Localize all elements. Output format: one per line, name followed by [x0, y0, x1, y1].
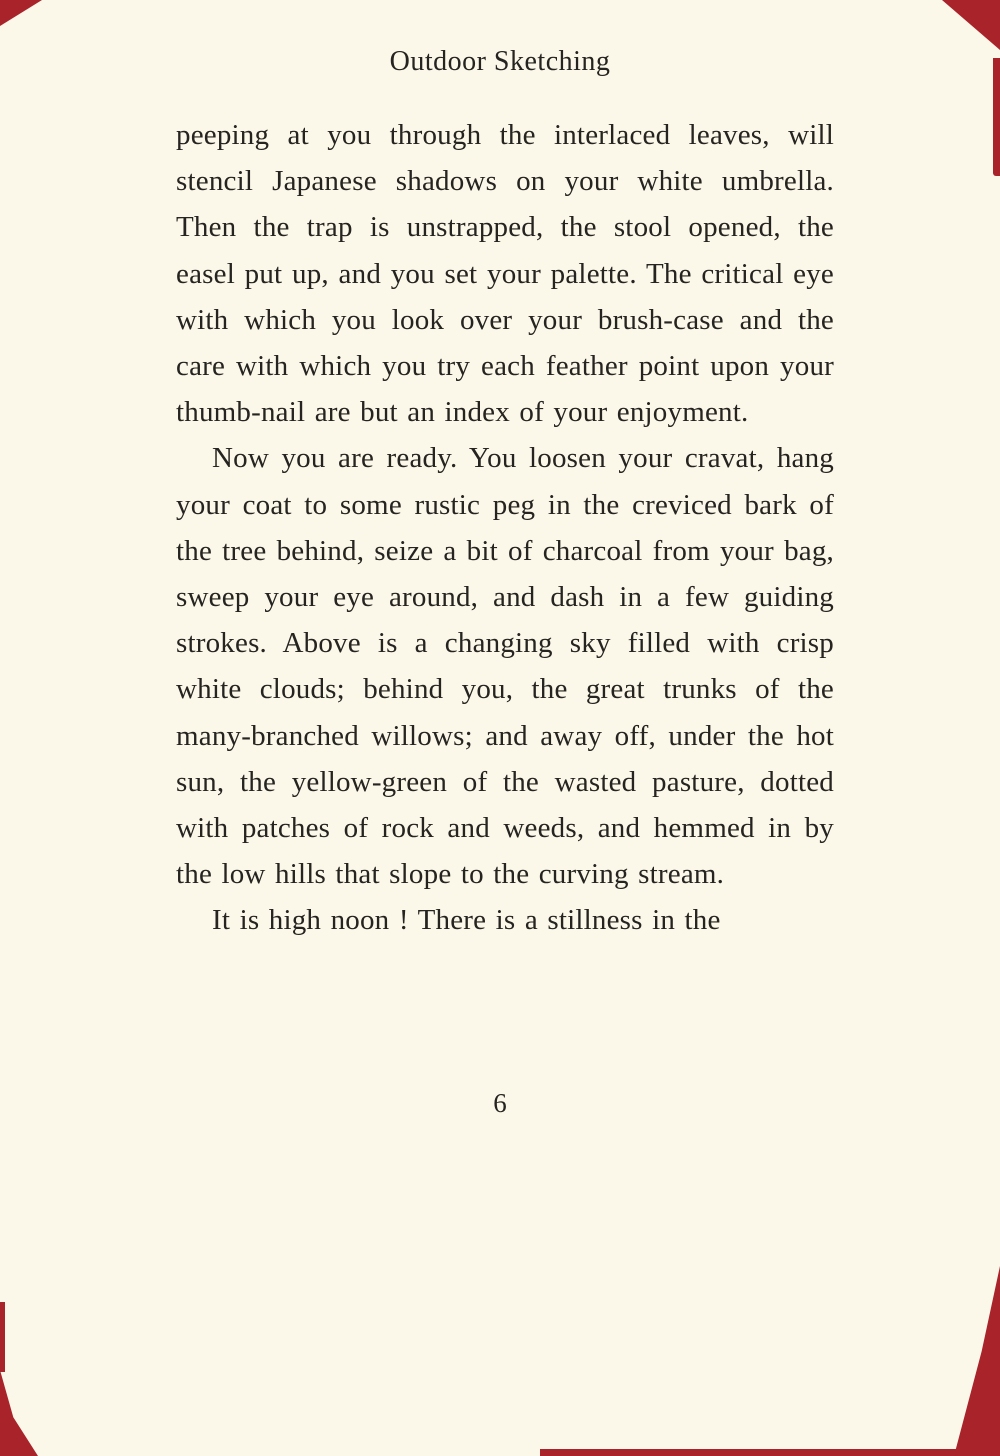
cover-corner-top-right — [942, 0, 1000, 50]
cover-corner-top-left — [0, 0, 42, 26]
cover-corner-bottom-left — [0, 1370, 38, 1456]
paragraph-2: Now you are ready. You loosen your cravat, hang your coat to some rustic peg in the creviced bark of the tree behind, seize a bit of charcoal from your bag, sweep your eye around, and dash in a few guiding strokes. Above is a changing sky filled with crisp white clouds; behind you, the great trunks of the many-branched willows; and away off, under the hot sun, the yellow-green of the wasted pasture, dotted with patches of rock and weeds, and hemmed in by the low hills that slope to the curving stream. — [176, 442, 834, 891]
cover-edge-left — [0, 1302, 5, 1372]
text-block — [176, 112, 834, 944]
running-header: Outdoor Sketching — [389, 46, 611, 77]
cover-edge-bottom — [540, 1449, 960, 1456]
page-number: 6 — [493, 1088, 507, 1118]
paragraph-3: It is high noon ! There is a stillness in the — [212, 904, 721, 937]
paragraph-1: peeping at you through the interlaced leaves, will stencil Japanese shadows on your white umbrella. Then the trap is unstrapped, the stool opened, the easel put up, and you set your palette. The critical eye with which you look over your brush-case and the care with which you try each feather point upon your thumb-nail are but an index of your enjoyment. — [176, 119, 834, 429]
cover-corner-bottom-right — [954, 1266, 1000, 1456]
